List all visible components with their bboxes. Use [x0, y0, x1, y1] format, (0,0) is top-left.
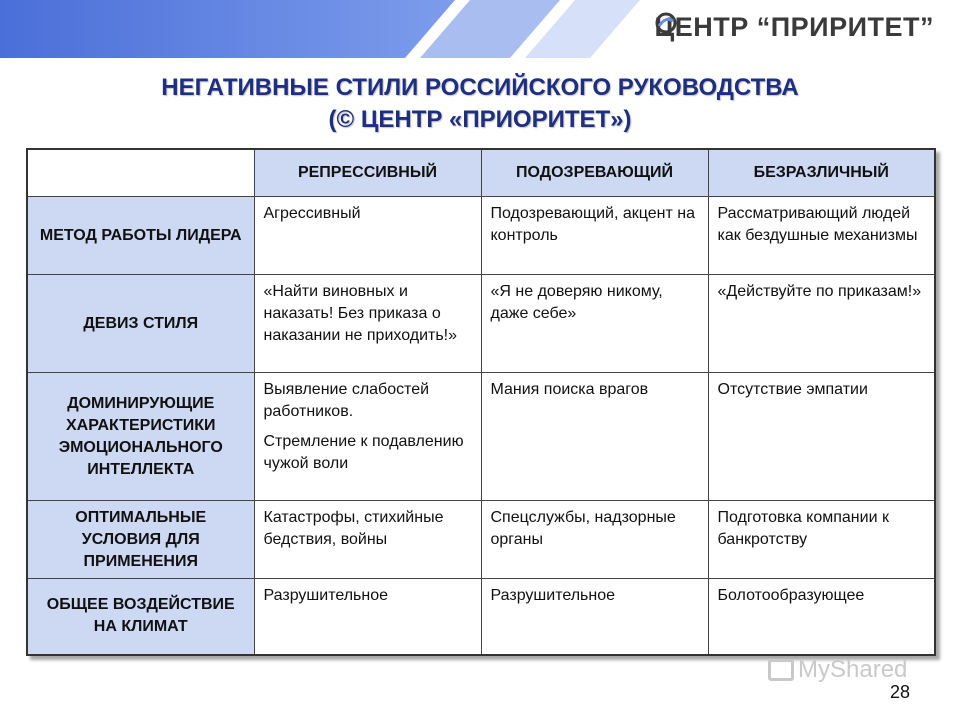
row-header: ОПТИМАЛЬНЫЕ УСЛОВИЯ ДЛЯ ПРИМЕНЕНИЯ — [27, 501, 254, 579]
row-header: ОБЩЕЕ ВОЗДЕЙСТВИЕ НА КЛИМАТ — [27, 579, 254, 655]
table-body — [27, 197, 935, 655]
table-cell — [481, 197, 708, 275]
cell-text: Стремление к подавлению чужой воли — [263, 433, 464, 472]
table-cell — [708, 579, 935, 655]
table-row — [27, 275, 935, 373]
row-header: ДЕВИЗ СТИЛЯ — [27, 275, 254, 373]
table-row — [27, 197, 935, 275]
styles-table-wrapper — [26, 148, 936, 656]
table-cell — [254, 197, 481, 275]
table-row — [27, 373, 935, 501]
watermark: MyShared — [768, 656, 907, 684]
table-cell — [481, 373, 708, 501]
table-cell — [254, 373, 481, 501]
top-banner — [0, 0, 960, 58]
row-header: МЕТОД РАБОТЫ ЛИДЕРА — [27, 197, 254, 275]
table-cell — [254, 275, 481, 373]
title-line-2: (© ЦЕНТР «ПРИОРИТЕТ») — [328, 106, 632, 133]
table-cell — [708, 275, 935, 373]
cell-text: Подозревающий, акцент на контроль — [490, 205, 696, 244]
table-cell — [708, 501, 935, 579]
cell-text: «Действуйте по приказам!» — [717, 283, 922, 300]
table-cell — [254, 579, 481, 655]
cell-text: Спецслужбы, надзорные органы — [490, 509, 676, 548]
title-line-1: НЕГАТИВНЫЕ СТИЛИ РОССИЙСКОГО РУКОВОДСТВА — [161, 74, 799, 101]
column-header-indifferent: БЕЗРАЗЛИЧНЫЙ — [708, 149, 935, 197]
table-cell — [254, 501, 481, 579]
table-cell — [708, 197, 935, 275]
cell-text: Мания поиска врагов — [490, 381, 649, 398]
row-header: ДОМИНИРУЮЩИЕ ХАРАКТЕРИСТИКИ ЭМОЦИОНАЛЬНОГО ИНТЕЛЛЕКТА — [27, 373, 254, 501]
table-cell — [481, 275, 708, 373]
cell-text: Выявление слабостей работников. — [263, 381, 430, 420]
table-row — [27, 579, 935, 655]
styles-table — [26, 148, 936, 656]
cell-text: Агрессивный — [263, 205, 361, 222]
table-cell — [708, 373, 935, 501]
cell-text: Рассматривающий людей как бездушные механизмы — [717, 205, 918, 244]
table-cell — [481, 579, 708, 655]
table-cell — [481, 501, 708, 579]
table-row — [27, 501, 935, 579]
cell-text: Разрушительное — [490, 587, 616, 604]
cell-text: Катастрофы, стихийные бедствия, войны — [263, 509, 444, 548]
column-header-suspicious: ПОДОЗРЕВАЮЩИЙ — [481, 149, 708, 197]
table-corner-cell — [27, 149, 254, 197]
cell-text: Разрушительное — [263, 587, 389, 604]
cell-text: Отсутствие эмпатии — [717, 381, 868, 398]
cell-text: «Я не доверяю никому, даже себе» — [490, 283, 663, 322]
cell-text: Болотообразующее — [717, 587, 865, 604]
cell-text: Подготовка компании к банкротству — [717, 509, 889, 548]
watermark-icon — [768, 659, 794, 681]
table-header-row — [27, 149, 935, 197]
page-number: 28 — [889, 682, 910, 702]
column-header-repressive: РЕПРЕССИВНЫЙ — [254, 149, 481, 197]
slide-title — [0, 72, 960, 136]
logo-swirl-icon — [655, 12, 677, 34]
company-logo: ЦЕНТР “ПРИ РИТЕТ” — [654, 12, 934, 42]
cell-text: «Найти виновных и наказать! Без приказа о наказании не приходить!» — [263, 283, 458, 344]
